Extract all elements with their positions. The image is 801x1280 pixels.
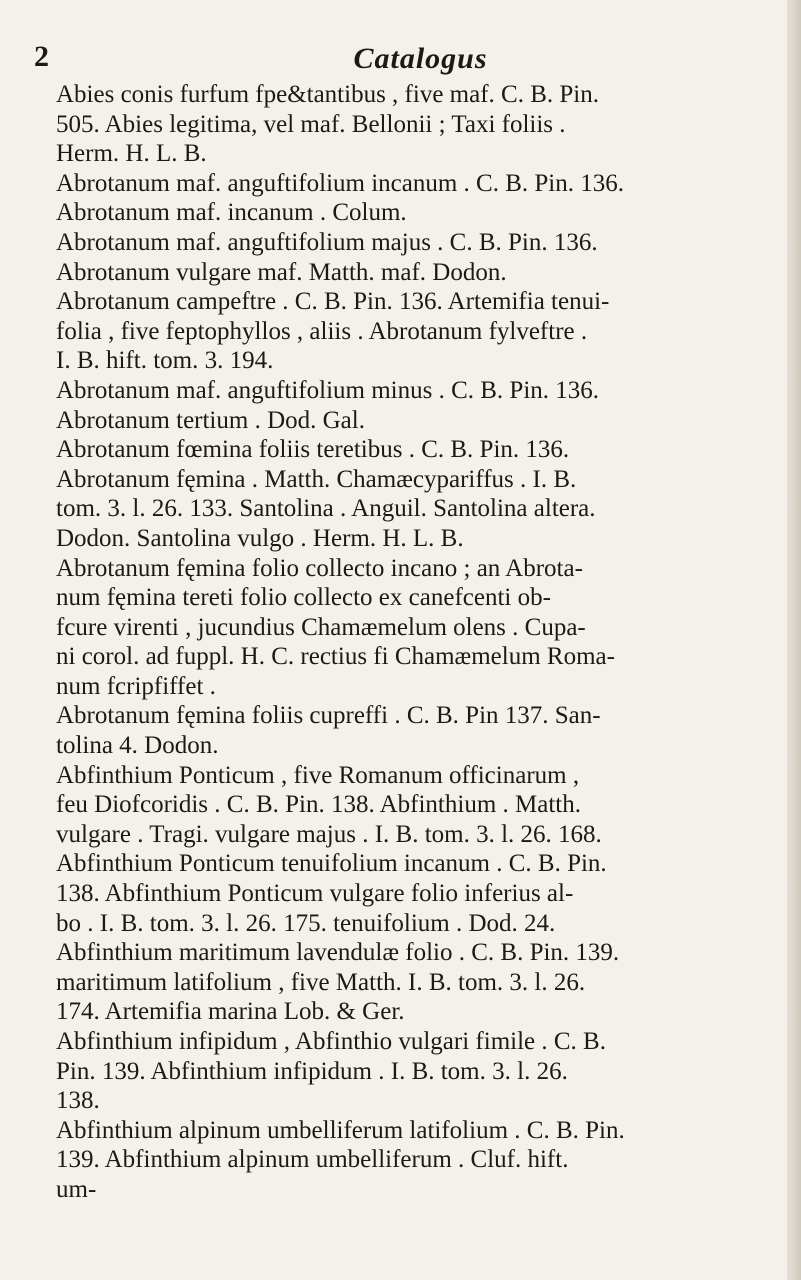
entry-line: Abrotanum fœmina foliis teretibus . C. B. Pin. 136. bbox=[56, 436, 570, 464]
entry-line: tom. 3. l. 26. 133. Santolina . Anguil. Santolina altera. bbox=[56, 495, 596, 523]
catalogue-entry bbox=[56, 287, 785, 376]
catalogue-entry bbox=[56, 938, 785, 1027]
entry-line: Abfinthium maritimum lavendulæ folio . C. B. Pin. 139. bbox=[56, 939, 620, 967]
entry-line: Abrotanum fęmina . Matth. Chamæcypariffus . I. B. bbox=[56, 465, 577, 493]
entry-line: folia , five feptophyllos , aliis . Abrotanum fylveftre . bbox=[56, 317, 588, 345]
entry-line: Abrotanum maf. anguftifolium minus . C. B. Pin. 136. bbox=[56, 376, 600, 404]
entry-line: Abrotanum vulgare maf. Matth. maf. Dodon. bbox=[56, 258, 507, 286]
entry-line: Abrotanum maf. anguftifolium incanum . C. B. Pin. 136. bbox=[56, 169, 624, 197]
entry-line: 505. Abies legitima, vel maf. Bellonii ; Taxi foliis . bbox=[56, 110, 566, 138]
entry-line: Abfinthium infipidum , Abfinthio vulgari fimile . C. B. bbox=[56, 1028, 606, 1055]
entry-line: 138. bbox=[56, 1087, 100, 1115]
entry-line: Herm. H. L. B. bbox=[56, 140, 207, 168]
entry-line: tolina 4. Dodon. bbox=[56, 732, 219, 760]
catalogue-entries bbox=[56, 80, 785, 1205]
catalogue-entry bbox=[56, 761, 785, 850]
entry-line: Abfinthium Ponticum tenuifolium incanum . C. B. Pin. bbox=[56, 850, 607, 878]
catalogue-entry bbox=[56, 169, 785, 228]
entry-line: Abfinthium alpinum umbelliferum latifolium . C. B. Pin. bbox=[56, 1116, 625, 1144]
catalogue-entry bbox=[56, 1027, 785, 1116]
entry-line: num fcripfiffet . bbox=[56, 672, 216, 700]
catalogue-entry bbox=[56, 376, 785, 435]
catalogue-entry bbox=[56, 701, 785, 760]
entry-line: Abfinthium Ponticum , five Romanum officinarum , bbox=[56, 761, 580, 789]
entry-line: um- bbox=[56, 1175, 97, 1203]
entry-line: fcure virenti , jucundius Chamæmelum olens . Cupa- bbox=[56, 613, 586, 641]
page-number: 2 bbox=[34, 40, 49, 73]
running-head: Catalogus bbox=[353, 42, 488, 75]
entry-line: feu Diofcoridis . C. B. Pin. 138. Abfinthium . Matth. bbox=[56, 791, 581, 819]
entry-line: num fęmina tereti folio collecto ex canefcenti ob- bbox=[56, 584, 551, 612]
entry-line: Abrotanum fęmina foliis cupreffi . C. B. Pin 137. San- bbox=[56, 702, 601, 730]
entry-line: Abrotanum maf. anguftifolium majus . C. B. Pin. 136. bbox=[56, 228, 598, 256]
page-header bbox=[34, 30, 785, 80]
entry-line: 174. Artemifia marina Lob. & Ger. bbox=[56, 998, 405, 1026]
entry-line: vulgare . Tragi. vulgare majus . I. B. tom. 3. l. 26. 168. bbox=[56, 820, 602, 848]
entry-line: maritimum latifolium , five Matth. I. B. tom. 3. l. 26. bbox=[56, 968, 586, 996]
entry-line: ni corol. ad fuppl. H. C. rectius fi Chamæmelum Roma- bbox=[56, 643, 615, 671]
entry-line: Abrotanum maf. incanum . Colum. bbox=[56, 199, 407, 227]
entry-line: Abrotanum tertium . Dod. Gal. bbox=[56, 406, 365, 434]
entry-line: Abrotanum fęmina folio collecto incano ; an Abrota- bbox=[56, 554, 583, 582]
entry-line: 139. Abfinthium alpinum umbelliferum . Cluf. hift. bbox=[56, 1146, 569, 1174]
entry-line: Abies conis furfum fpe&tantibus , five maf. C. B. Pin. bbox=[56, 81, 599, 108]
catalogue-entry bbox=[56, 849, 785, 938]
catalogue-entry bbox=[56, 554, 785, 702]
catalogue-entry bbox=[56, 435, 785, 553]
entry-line: Dodon. Santolina vulgo . Herm. H. L. B. bbox=[56, 524, 464, 552]
catalogue-entry bbox=[56, 80, 785, 169]
page-edge-shadow bbox=[787, 0, 801, 1280]
entry-line: Abrotanum campeftre . C. B. Pin. 136. Artemifia tenui- bbox=[56, 288, 610, 316]
entry-line: I. B. hift. tom. 3. 194. bbox=[56, 347, 274, 375]
entry-line: bo . I. B. tom. 3. l. 26. 175. tenuifolium . Dod. 24. bbox=[56, 909, 556, 937]
entry-line: 138. Abfinthium Ponticum vulgare folio inferius al- bbox=[56, 880, 574, 908]
entry-line: Pin. 139. Abfinthium infipidum . I. B. tom. 3. l. 26. bbox=[56, 1057, 568, 1085]
catalogue-entry bbox=[56, 1116, 785, 1205]
catalogue-entry bbox=[56, 228, 785, 287]
